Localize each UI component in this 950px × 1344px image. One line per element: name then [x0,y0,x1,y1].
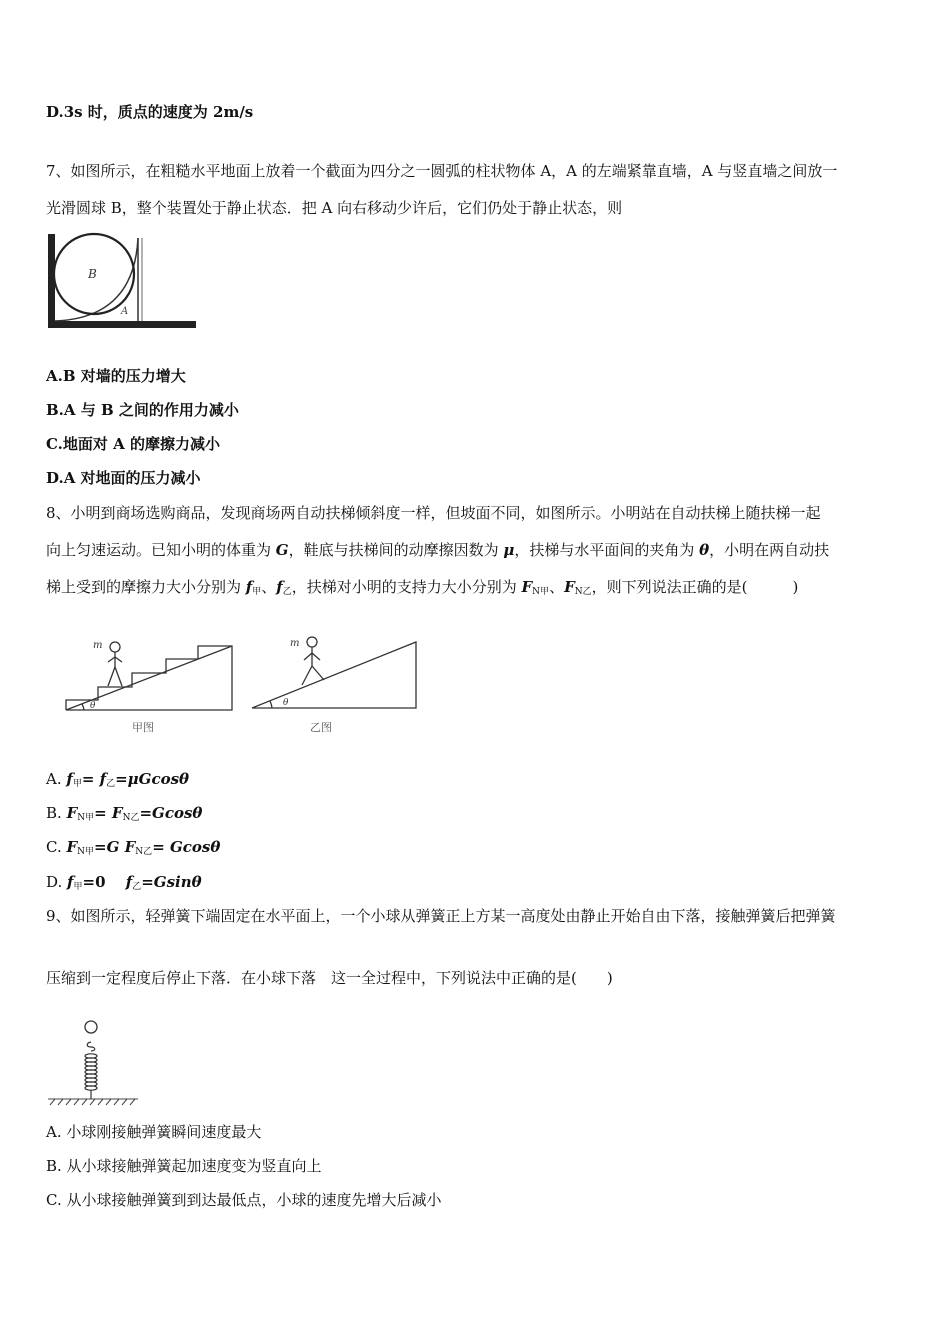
q9-stem-line2: 压缩到一定程度后停止下落．在小球下落 这一全过程中，下列说法中正确的是( ) [46,969,613,987]
q8-option-c: C. $F_{N甲}=G$ $F_{N乙}= Gcos\theta$ [46,838,221,857]
q8-stem-line3: 梯上受到的摩擦力大小分别为 $f_甲$、$f_乙$，扶梯对小明的支持力大小分别为 $F_{N甲}$、$F_{N乙}$，则下列说法正确的是( ) [46,578,799,597]
q8-stem-line1: 8、小明到商场选购商品，发现商场两自动扶梯倾斜度一样，但坡面不同，如图所示。小明站在自动扶梯上随扶梯一起 [46,504,821,522]
q8-option-d: D. $f_甲=0$ $f_乙=Gsin\theta$ [46,873,202,892]
q8-figure-escalators [62,630,422,740]
q9-figure-spring-ball [46,1016,142,1108]
q9-option-c: C. 从小球接触弹簧到到达最低点，小球的速度先增大后减小 [46,1191,442,1209]
q8-option-b: B. $F_{N甲}= F_{N乙}=Gcos\theta$ [46,804,203,823]
q8-stem-line2: 向上匀速运动。已知小明的体重为 G，鞋底与扶梯间的动摩擦因数为 μ，扶梯与水平面间的夹角为 θ，小明在两自动扶 [46,541,830,559]
q8-option-a: A. $f_甲= f_乙=\mu Gcos\theta$ [46,770,190,789]
q7-option-a: A.B 对墙的压力增大 [46,367,186,385]
q7-stem-line2: 光滑圆球 B，整个装置处于静止状态．把 A 向右移动少许后，它们仍处于静止状态，则 [46,199,623,217]
q7-figure-label-a: A [121,306,129,317]
q7-stem-line1: 7、如图所示，在粗糙水平地面上放着一个截面为四分之一圆弧的柱状物体 A，A 的左端紧靠直墙，A 与竖直墙之间放一 [46,162,838,180]
q9-figure-ground [48,1099,138,1105]
q7-option-d: D.A 对地面的压力减小 [46,469,201,487]
q9-option-a: A. 小球刚接触弹簧瞬间速度最大 [46,1123,262,1141]
q6-option-d: D.3s 时，质点的速度为 2m/s [46,103,254,121]
q8-figure-jia [66,642,232,710]
q8-figure-caption-jia: 甲图 [132,721,154,734]
q9-option-b: B. 从小球接触弹簧起加速度变为竖直向上 [46,1157,322,1175]
q7-option-b: B.A 与 B 之间的作用力减小 [46,401,239,419]
q9-figure-spring [85,1042,97,1099]
q8-figure-angle-yi: θ [283,698,289,708]
q8-figure-mass-yi: m [290,638,300,649]
q9-figure-ball [85,1021,97,1033]
q8-figure-yi [252,637,416,708]
q9-stem-line1: 9、如图所示，轻弹簧下端固定在水平面上，一个小球从弹簧正上方某一高度处由静止开始自由下落，接触弹簧后把弹簧 [46,907,836,925]
q8-figure-angle-jia: θ [90,701,96,711]
q7-figure-label-b: B [88,267,97,281]
q8-figure-mass-jia: m [93,640,103,651]
q7-option-c: C.地面对 A 的摩擦力减小 [46,435,220,453]
q8-figure-caption-yi: 乙图 [310,721,332,734]
q7-figure-wall-ball-block [44,230,200,334]
